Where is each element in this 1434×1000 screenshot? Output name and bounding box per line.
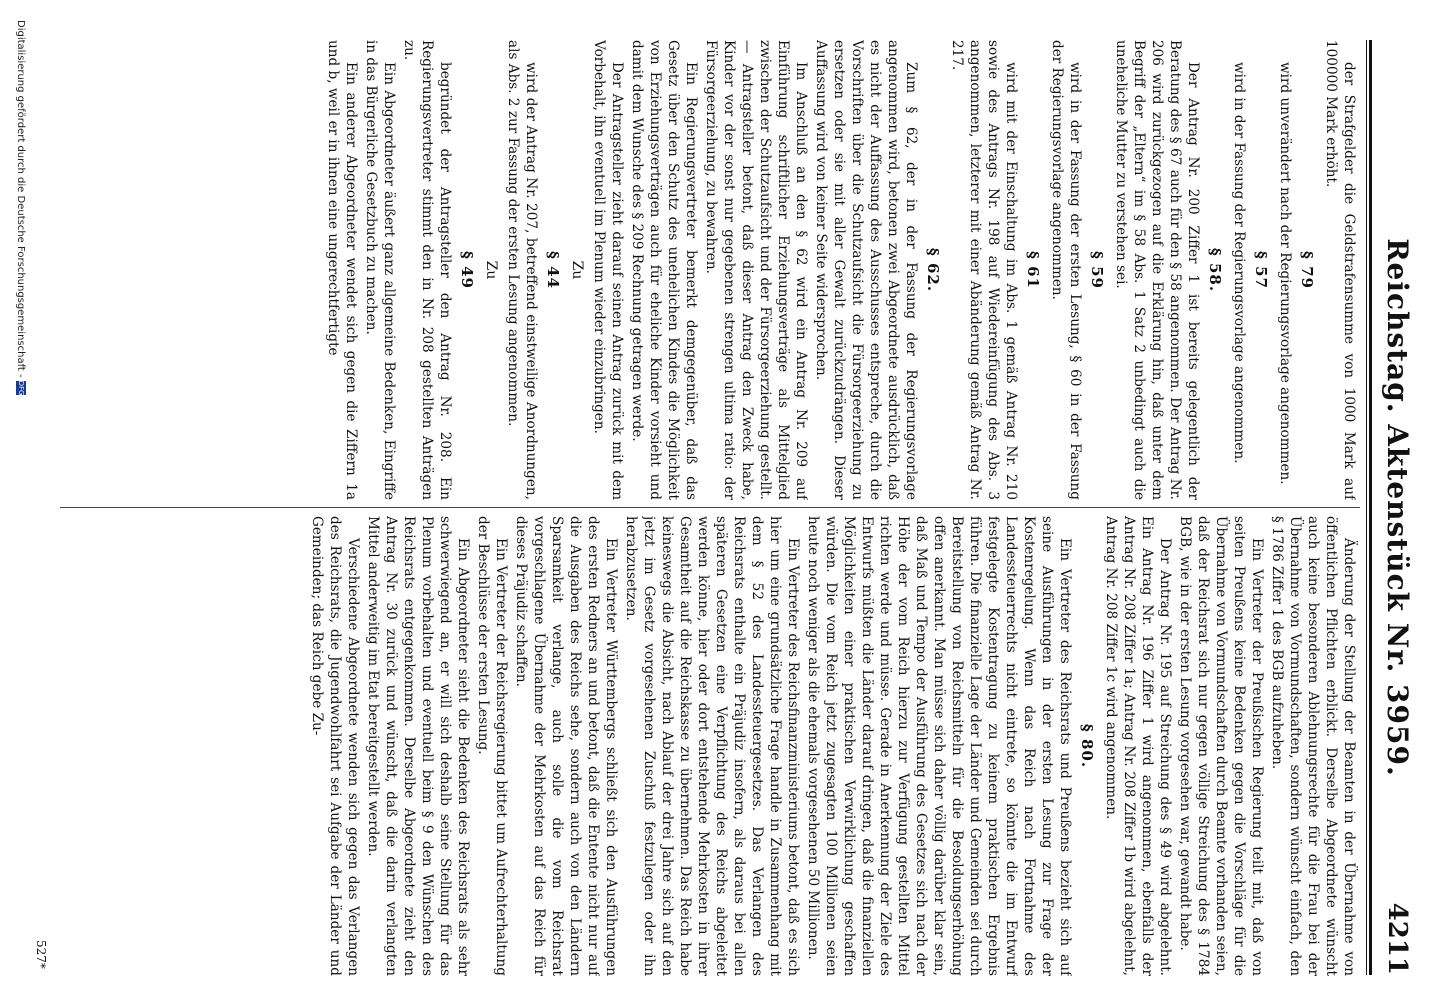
- section-heading: § 49: [458, 251, 476, 289]
- column-separator: [60, 507, 1360, 508]
- paragraph: wird unverändert nach der Regierungsvorlage angenommen.: [1277, 62, 1293, 485]
- right-column: [18, 516, 1358, 976]
- paragraph: Ein Abgeordneter äußert ganz allgemeine Bedenken, Eingriffe in das Bürgerliche Gesetzbuch zu machen.: [363, 40, 397, 500]
- page-number: 4211: [1382, 902, 1412, 975]
- paragraph: wird in der Fassung der ersten Lesung, § 60 in der Fassung der Regierungsvorlage angenommen.: [1049, 40, 1083, 500]
- paragraph: Der Antrag Nr. 195 auf Streichung des § 49 wird abgelehnt. Ein Antrag Nr. 196 Ziffer 1 wird angenommen, ebenfalls der Antrag Nr. 208 Ziffer 1a; Antrag Nr. 208 Ziffer 1b wird abgelehnt, Antrag Nr. 208 Ziffer 1c wird angenommen.: [1103, 516, 1173, 976]
- page-title: Reichstag. Aktenstück Nr. 3959.: [1381, 238, 1414, 777]
- header-rule-thin: [1366, 40, 1367, 975]
- paragraph: Ein Vertreter des Reichsrats und Preußens bezieht sich auf seine Ausführungen in der ersten Lesung zur Frage der Kostenregelung. Wenn das Reich nach Fortnahme des Landessteuerrechts nicht eintrete, so könnte die im Entwurf festgelegte Kostentragung zu keinem praktischen Ergebnis führen. Die finanzielle Lage der Länder und Gemeinden sei durch Bereitstellung von Reichsmitteln für die Besoldungserhöhung offen anerkannt. Man müsse sich daher völlig darüber klar sein, daß Maß und Tempo der Ausführung des Gesetzes sich nach der Höhe der vom Reich hierzu zur Verfügung gestellten Mittel richten werde und müsse. Gerade in Anerkennung der Ziele des Entwurfs müßten die Länder darauf dringen, daß die finanziellen Möglichkeiten einer praktischen Verwirklichung geschaffen würden. Die vom Reich jetzt zugesagten 100 Millionen seien heute noch weniger als die ehemals vorgesehenen 50 Millionen.: [805, 516, 1073, 976]
- left-column: [78, 40, 1358, 500]
- paragraph: Ein Vertreter der Reichsregierung bittet um Aufrechterhaltung der Beschlüsse der ersten Lesung.: [475, 516, 509, 976]
- paragraph: der Strafgelder die Geldstrafensumme von 1000 Mark auf 100000 Mark erhöht.: [1323, 40, 1357, 500]
- paragraph: begründet der Antragsteller den Antrag Nr. 208. Ein Regierungsvertreter stimmt den in Nr. 208 gestellten Anträgen zu.: [401, 40, 453, 500]
- digitization-note-text: Digitalisierung gefördert durch die Deutsche Forschungsgemeinschaft -: [15, 20, 26, 378]
- section-heading: § 79: [1298, 251, 1316, 289]
- digitization-note: [15, 20, 26, 980]
- paragraph: Änderung der Stellung der Beamten in der Übernahme von öffentlichen Pflichten erblickt. Derselbe Abgeordnete wünscht auch keine besonderen Ablehnungsrechte für die Frau bei der Übernahme von Vormundschaften, sondern wünscht einfach, den § 1786 Ziffer 1 des BGB aufzuheben.: [1269, 516, 1357, 976]
- section-heading: § 62.: [924, 247, 942, 293]
- paragraph: wird in der Fassung der Regierungsvorlage angenommen.: [1231, 62, 1247, 464]
- section-heading: § 59: [1088, 251, 1106, 289]
- paragraph: Ein Vertreter des Reichsfinanzministeriums betont, daß es sich hier um eine grundsätzliche Frage handle in Zusammenhang mit dem § 52 des Landessteuergesetzes. Das Verlangen des Reichsrats enthalte ein Präjudiz insofern, als daraus bei allen späteren Gesetzen eine Verpflichtung des Reichs abgeleitet werden könne, hier oder dort entstehende Mehrkosten in ihrer Gesamtheit auf die Reichskasse zu übernehmen. Das Reich habe keineswegs die Absicht, nach Ablauf der drei Jahre sich auf den jetzt im Gesetz vorgesehenen Zuschuß festzulegen oder ihn herabzusetzen.: [623, 516, 801, 976]
- paragraph: Ein Vertreter Württembergs schließt sich den Ausführungen des ersten Redners an und betont, daß die Entente nicht nur auf die Ausgaben des Reichs sehe, sondern auch von den Ländern Sparsamkeit verlange, auch solle die vom Reichsrat vorgeschlagene Übernahme der Mehrkosten auf das Reich für dieses Präjudiz schaffen.: [513, 516, 619, 976]
- paragraph: wird der Antrag Nr. 207, betreffend einstweilige Anordnungen, als Abs. 2 zur Fassung der ersten Lesung angenommen.: [505, 40, 539, 500]
- paragraph: Ein Vertreter der Preußischen Regierung teilt mit, daß von seiten Preußens keine Bedenken gegen die Vorschläge für die Übernahme von Vormundschaften durch Beamte vorhanden seien, daß der Reichsrat sich nur gegen völlige Streichung des § 1784 BGB, wie in der ersten Lesung vorgesehen war, gewandt habe.: [1177, 516, 1265, 976]
- dfg-logo: DFG: [17, 380, 25, 396]
- section-heading: § 61: [1024, 251, 1042, 289]
- footer-number: 527*: [34, 940, 48, 969]
- paragraph: Im Anschluß an den § 62 wird ein Antrag Nr. 209 auf Einführung schriftlicher Erziehungsverträge als Mittelglied zwischen der Schutzaufsicht und der Fürsorgeerziehung gestellt. — Antragsteller betont, daß dieser Antrag den Zweck habe, Kinder vor der sonst nur gegebenen strengen ultima ratio: der Fürsorgeerziehung, zu bewahren.: [703, 40, 809, 500]
- section-heading: § 57: [1252, 251, 1270, 289]
- paragraph: Der Antragsteller zieht darauf seinen Antrag zurück mit dem Vorbehalt, ihn eventuell im Plenum wieder einzubringen.: [591, 40, 625, 500]
- section-heading: § 44: [544, 251, 562, 289]
- section-heading: § 58.: [1206, 247, 1224, 293]
- page-header: [1376, 40, 1420, 975]
- section-prefix: Zu: [483, 260, 499, 280]
- header-rule: [1369, 40, 1372, 975]
- paragraph: Ein Abgeordneter sieht die Bedenken des Reichsrats als sehr schwerwiegend an, er will sich deshalb seine Stellung für das Plenum vorbehalten und eventuell beim § 9 den Wünschen des Reichsrats entgegenkommen. Derselbe Abgeordnete zieht den Antrag Nr. 30 zurück und wünscht, daß die darin verlangten Mittel anderweitig im Etat bereitgestellt werden.: [365, 516, 471, 976]
- paragraph: Ein anderer Abgeordneter wendet sich gegen die Ziffern 1a und b, weil er in ihnen eine ungerechtfertigte: [325, 40, 359, 500]
- section-heading: § 80.: [1078, 723, 1096, 769]
- paragraph: Zum § 62, der in der Fassung der Regierungsvorlage angenommen wird, betonen zwei Abgeordnete ausdrücklich, daß es nicht der Auffassung des Ausschusses entspreche, durch die Vorschriften über die Schutzaufsicht die Fürsorgeerziehung zu ersetzen oder sie mit aller Gewalt zurückzudrängen. Dieser Auffassung wird von keiner Seite widersprochen.: [813, 40, 919, 500]
- paragraph: Ein Regierungsvertreter bemerkt demgegenüber, daß das Gesetz über den Schutz des unehelichen Kindes die Möglichkeit von Erziehungsverträgen auch für eheliche Kinder vorsieht und damit dem Wunsche des § 209 Rechnung getragen werde.: [629, 40, 699, 500]
- paragraph: Verschiedene Abgeordnete wenden sich gegen das Verlangen des Reichsrats, die Jugendwohlfahrt sei Aufgabe der Länder und Gemeinden; das Reich gebe Zu-: [309, 516, 361, 976]
- paragraph: wird mit der Einschaltung im Abs. 1 gemäß Antrag Nr. 210 sowie des Antrags Nr. 198 auf Wiedereinfügung des Abs. 3 angenommen, letzterer mit einer Abänderung gemäß Antrag Nr. 217.: [949, 40, 1019, 500]
- section-prefix: Zu: [569, 260, 585, 280]
- paragraph: Der Antrag Nr. 200 Ziffer 1 ist bereits gelegentlich der Beratung des § 67 auch für den § 58 angenommen. Der Antrag Nr. 206 wird zurückgezogen auf die Erklärung hin, daß unter dem Begriff der „Eltern“ im § 58 Abs. 1 Satz 2 unbedingt auch die uneheliche Mutter zu verstehen sei.: [1113, 40, 1201, 500]
